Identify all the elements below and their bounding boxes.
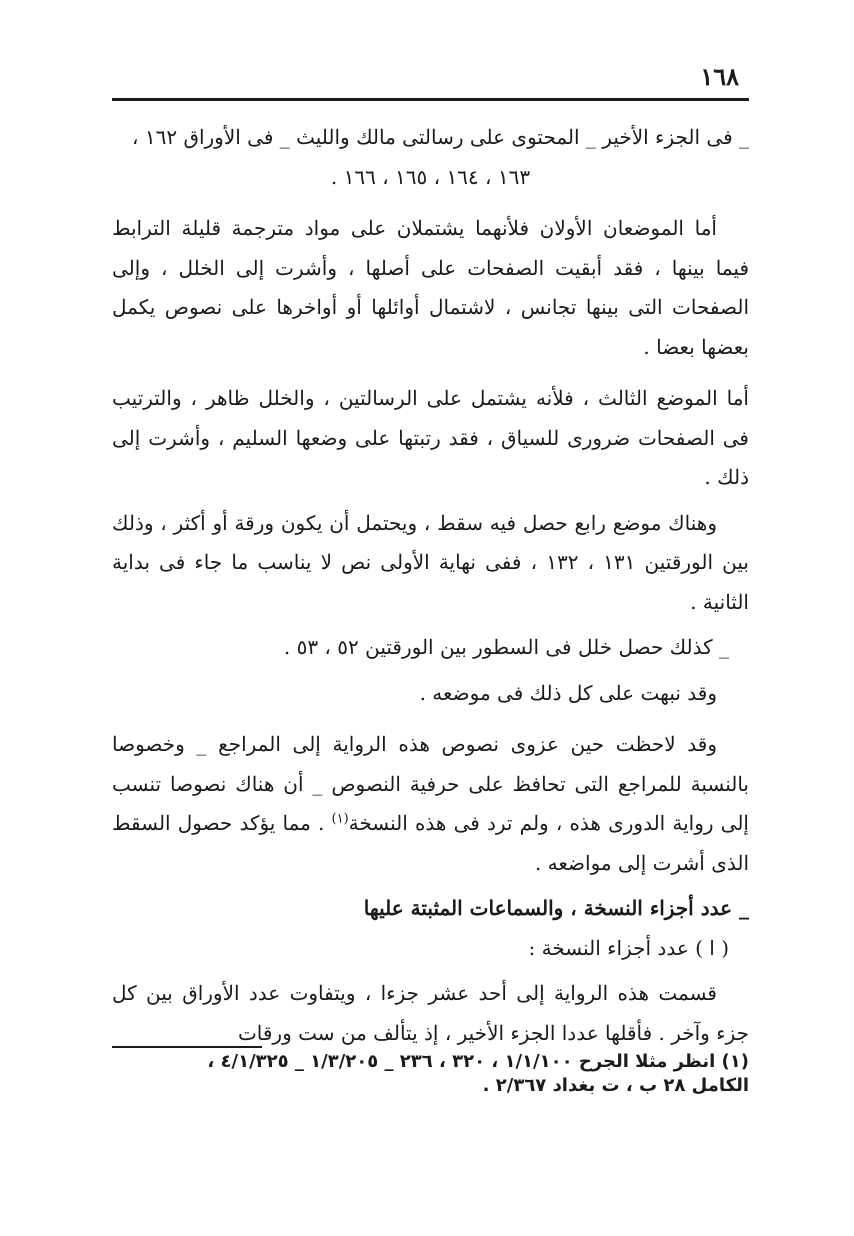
paragraph-3: أما الموضع الثالث ، فلأنه يشتمل على الرسالتين ، والخلل ظاهر ، والترتيب فى الصفحات ضرورى للسياق ، فقد رتبتها على وضعها السليم ، وأشرت إلى ذلك .: [112, 386, 749, 489]
paragraph-7: [112, 725, 749, 883]
footnote-reference: (١): [331, 811, 349, 827]
footnote-line-1: (١) انظر مثلا الجرح ١/١/١٠٠ ، ٣٢٠ ، ٢٣٦ _ ١/٣/٢٠٥ _ ٤/١/٣٢٥ ،: [207, 1051, 749, 1072]
section-heading: _ عدد أجزاء النسخة ، والسماعات المثبتة عليها: [363, 896, 749, 920]
paragraph-8: قسمت هذه الرواية إلى أحد عشر جزءا ، ويتفاوت عدد الأوراق بين كل جزء وآخر . فأقلها عددا الجزء الأخير ، إذ يتألف من ست ورقات: [112, 981, 749, 1045]
footnote: [112, 1050, 749, 1098]
header-rule: [112, 98, 749, 101]
paragraph-2: أما الموضعان الأولان فلأنهما يشتملان على مواد مترجمة قليلة الترابط فيما بينها ، فقد أبقيت الصفحات على أصلها ، وأشرت إلى الخلل ، وإلى الصفحات التى بينها تجانس ، لاشتمال أوائلها أو أواخرها على نصوص يكمل بعضها بعضا .: [112, 216, 750, 359]
footnote-rule: [112, 1046, 262, 1048]
footnote-line-2: الكامل ٢٨ ب ، ت بغداد ٢/٣٦٧ .: [482, 1075, 749, 1096]
paragraph-5: _ كذلك حصل خلل فى السطور بين الورقتين ٥٢ ، ٥٣ .: [283, 635, 729, 659]
paragraph-7-text: وقد لاحظت حين عزوى نصوص هذه الرواية إلى المراجع _ وخصوصا بالنسبة للمراجع التى تحافظ على حرفية النصوص _ أن هناك نصوصا تنسب إلى رواية الدورى هذه ، ولم ترد فى هذه النسخة: [112, 732, 749, 835]
paragraph-7-continuation: . مما يؤكد حصول السقط الذى أشرت إلى مواضعه .: [112, 811, 749, 875]
paragraph-4: وهناك موضع رابع حصل فيه سقط ، ويحتمل أن يكون ورقة أو أكثر ، وذلك بين الورقتين ١٣١ ، ١٣٢ ، ففى نهاية الأولى نص لا يناسب ما جاء فى بداية الثانية .: [112, 510, 749, 614]
page-number: ١٦٨: [700, 62, 739, 91]
paragraph-1-line-1: _ فى الجزء الأخير _ المحتوى على رسالتى مالك والليث _ فى الأوراق ١٦٢ ،: [132, 125, 749, 149]
body-text: [112, 118, 749, 1053]
paragraph-1-line-2: ١٦٣ ، ١٦٤ ، ١٦٥ ، ١٦٦ .: [330, 164, 531, 189]
paragraph-6: وقد نبهت على كل ذلك فى موضعه .: [419, 680, 717, 705]
subheading: ( ا ) عدد أجزاء النسخة :: [528, 935, 729, 960]
